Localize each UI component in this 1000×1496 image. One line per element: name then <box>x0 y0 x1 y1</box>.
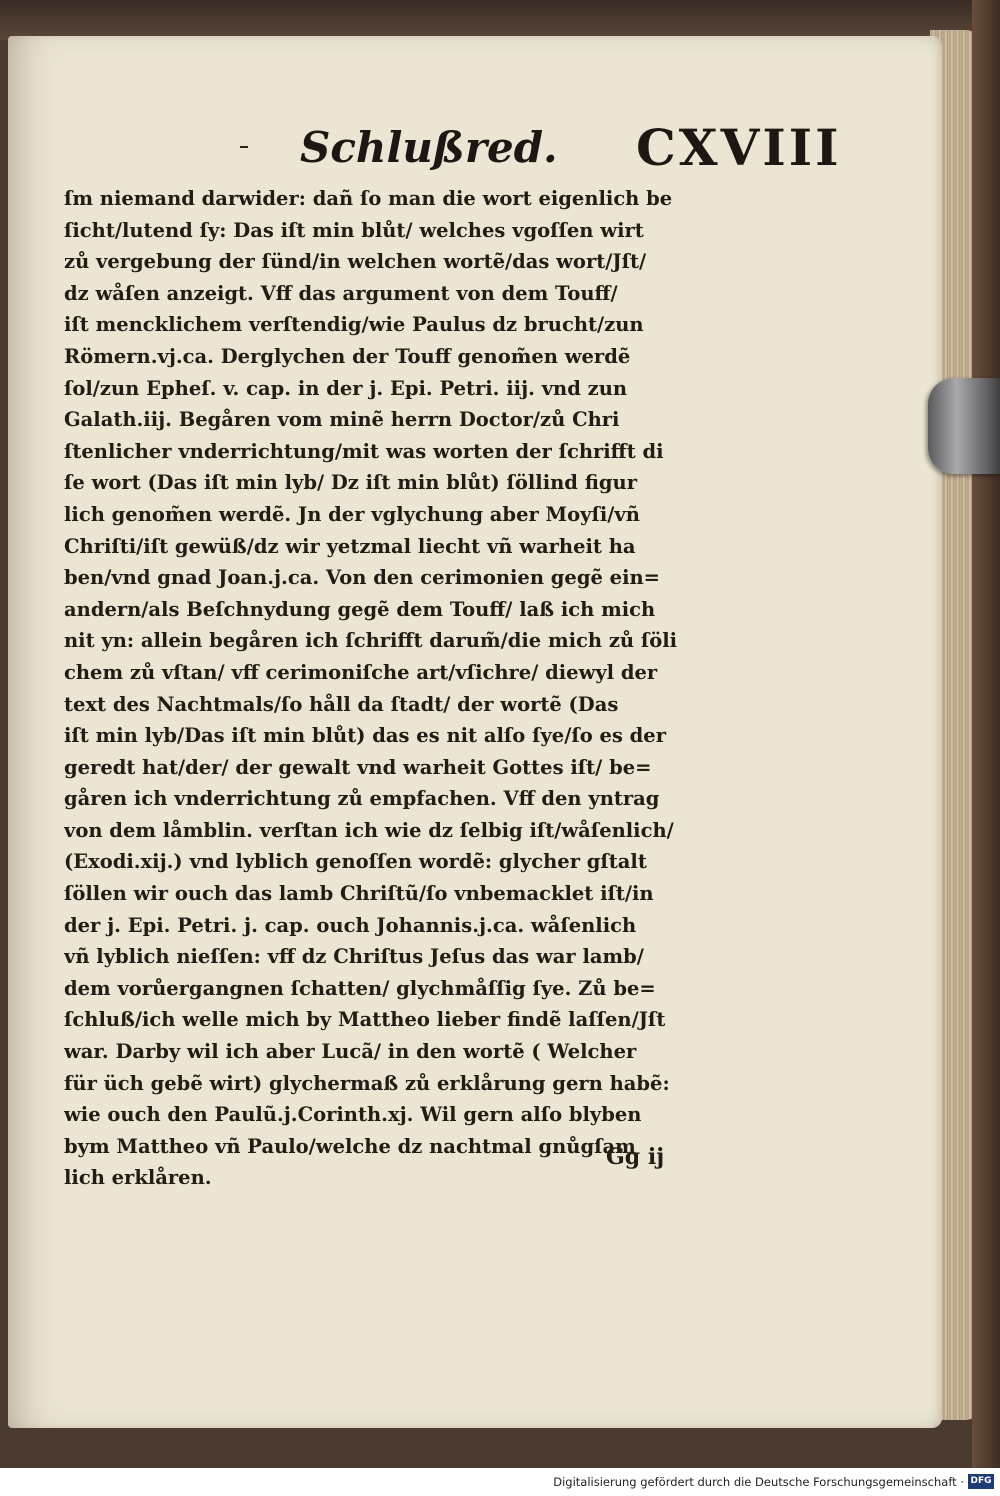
body-text <box>64 183 754 1194</box>
text-line: Römern.vj.ca. Derglychen der Touff genom̃en werdẽ <box>64 344 631 368</box>
text-line: lich genom̃en werdẽ. Jn der vglychung aber Moyſi/vñ <box>64 502 640 526</box>
text-line: geredt hat/der/ der gewalt vnd warheit Gottes iſt/ be= <box>64 755 652 779</box>
funding-credit: Digitalisierung gefördert durch die Deutsche Forschungsgemeinschaft · <box>553 1475 964 1489</box>
text-line: ſm niemand darwider: dañ ſo man die wort eigenlich be <box>64 187 673 210</box>
text-line: dem vorůergangnen ſchatten/ glychmåſſig ſye. Zů be= <box>64 976 656 1000</box>
text-line: ſe wort (Das iſt min lyb/ Dz iſt min blůt) ſöllind figur <box>64 471 637 495</box>
text-line: (Exodi.xij.) vnd lyblich genoſſen wordẽ: glycher gſtalt <box>64 850 647 874</box>
text-line: zů vergebung der ſünd/in welchen wortẽ/das wort/Jſt/ <box>64 250 647 274</box>
book-cover-top <box>0 0 1000 40</box>
signature-mark: Gg ij <box>606 1144 665 1170</box>
text-line: nit yn: allein begåren ich ſchrifft darum̃/die mich zů ſöli <box>64 629 678 653</box>
text-line: dz wåſen anzeigt. Vff das argument von dem Touff/ <box>64 281 618 305</box>
text-line: für üch gebẽ wirt) glychermaß zů erklårung gern habẽ: <box>64 1071 670 1095</box>
text-line: war. Darby wil ich aber Lucã/ in den wortẽ ( Welcher <box>64 1040 637 1064</box>
dfg-logo: DFG <box>968 1474 994 1489</box>
text-line: vñ lyblich nieſſen: vff dz Chriſtus Jeſus das war lamb/ <box>64 945 644 969</box>
text-line: iſt mencklichem verſtendig/wie Paulus dz brucht/zun <box>64 313 644 337</box>
text-line: ben/vnd gnad Joan.j.ca. Von den cerimonien gegẽ ein= <box>64 566 660 590</box>
book-cover-edge <box>972 0 1000 1468</box>
folio-number: CXVIII <box>636 118 842 177</box>
running-head-title: Schlußred. <box>300 123 558 172</box>
text-line: ſtenlicher vnderrichtung/mit was worten der ſchrifft di <box>64 439 664 463</box>
text-line: lich erklåren. <box>64 1166 212 1190</box>
text-line: Galath.iij. Begåren vom minẽ herrn Doctor/zů Chri <box>64 408 620 432</box>
text-line: bym Mattheo vñ Paulo/welche dz nachtmal gnůgſam <box>64 1134 636 1158</box>
ornament-dash <box>240 146 248 148</box>
text-line: ſöllen wir ouch das lamb Chriſtũ/ſo vnbemacklet iſt/in <box>64 882 654 906</box>
metal-clip <box>928 378 1000 474</box>
footer-bar <box>0 1468 1000 1496</box>
text-line: Chriſti/iſt gewüß/dz wir yetzmal liecht vñ warheit ha <box>64 534 636 558</box>
text-line: wie ouch den Paulũ.j.Corinth.xj. Wil gern alſo blyben <box>64 1103 642 1127</box>
text-line: gåren ich vnderrichtung zů empfachen. Vff den yntrag <box>64 787 660 811</box>
text-line: von dem låmblin. verſtan ich wie dz ſelbig iſt/wåſenlich/ <box>64 818 674 842</box>
text-line: andern/als Beſchnydung gegẽ dem Touff/ laß ich mich <box>64 597 656 621</box>
text-line: ſicht/lutend ſy: Das iſt min blůt/ welches vgoſſen wirt <box>64 218 644 242</box>
text-line: text des Nachtmals/ſo håll da ſtadt/ der wortẽ (Das <box>64 692 619 716</box>
text-line: ſchluß/ich welle mich by Mattheo lieber findẽ laſſen/Jſt <box>64 1008 666 1032</box>
text-line: ſol/zun Epheſ. v. cap. in der j. Epi. Petri. iij. vnd zun <box>64 376 628 400</box>
text-line: iſt min lyb/Das iſt min blůt) das es nit alſo ſye/ſo es der <box>64 724 666 748</box>
text-line: der j. Epi. Petri. j. cap. ouch Johannis.j.ca. wåſenlich <box>64 913 637 937</box>
text-line: chem zů vſtan/ vff cerimoniſche art/vſichre/ diewyl der <box>64 660 658 684</box>
